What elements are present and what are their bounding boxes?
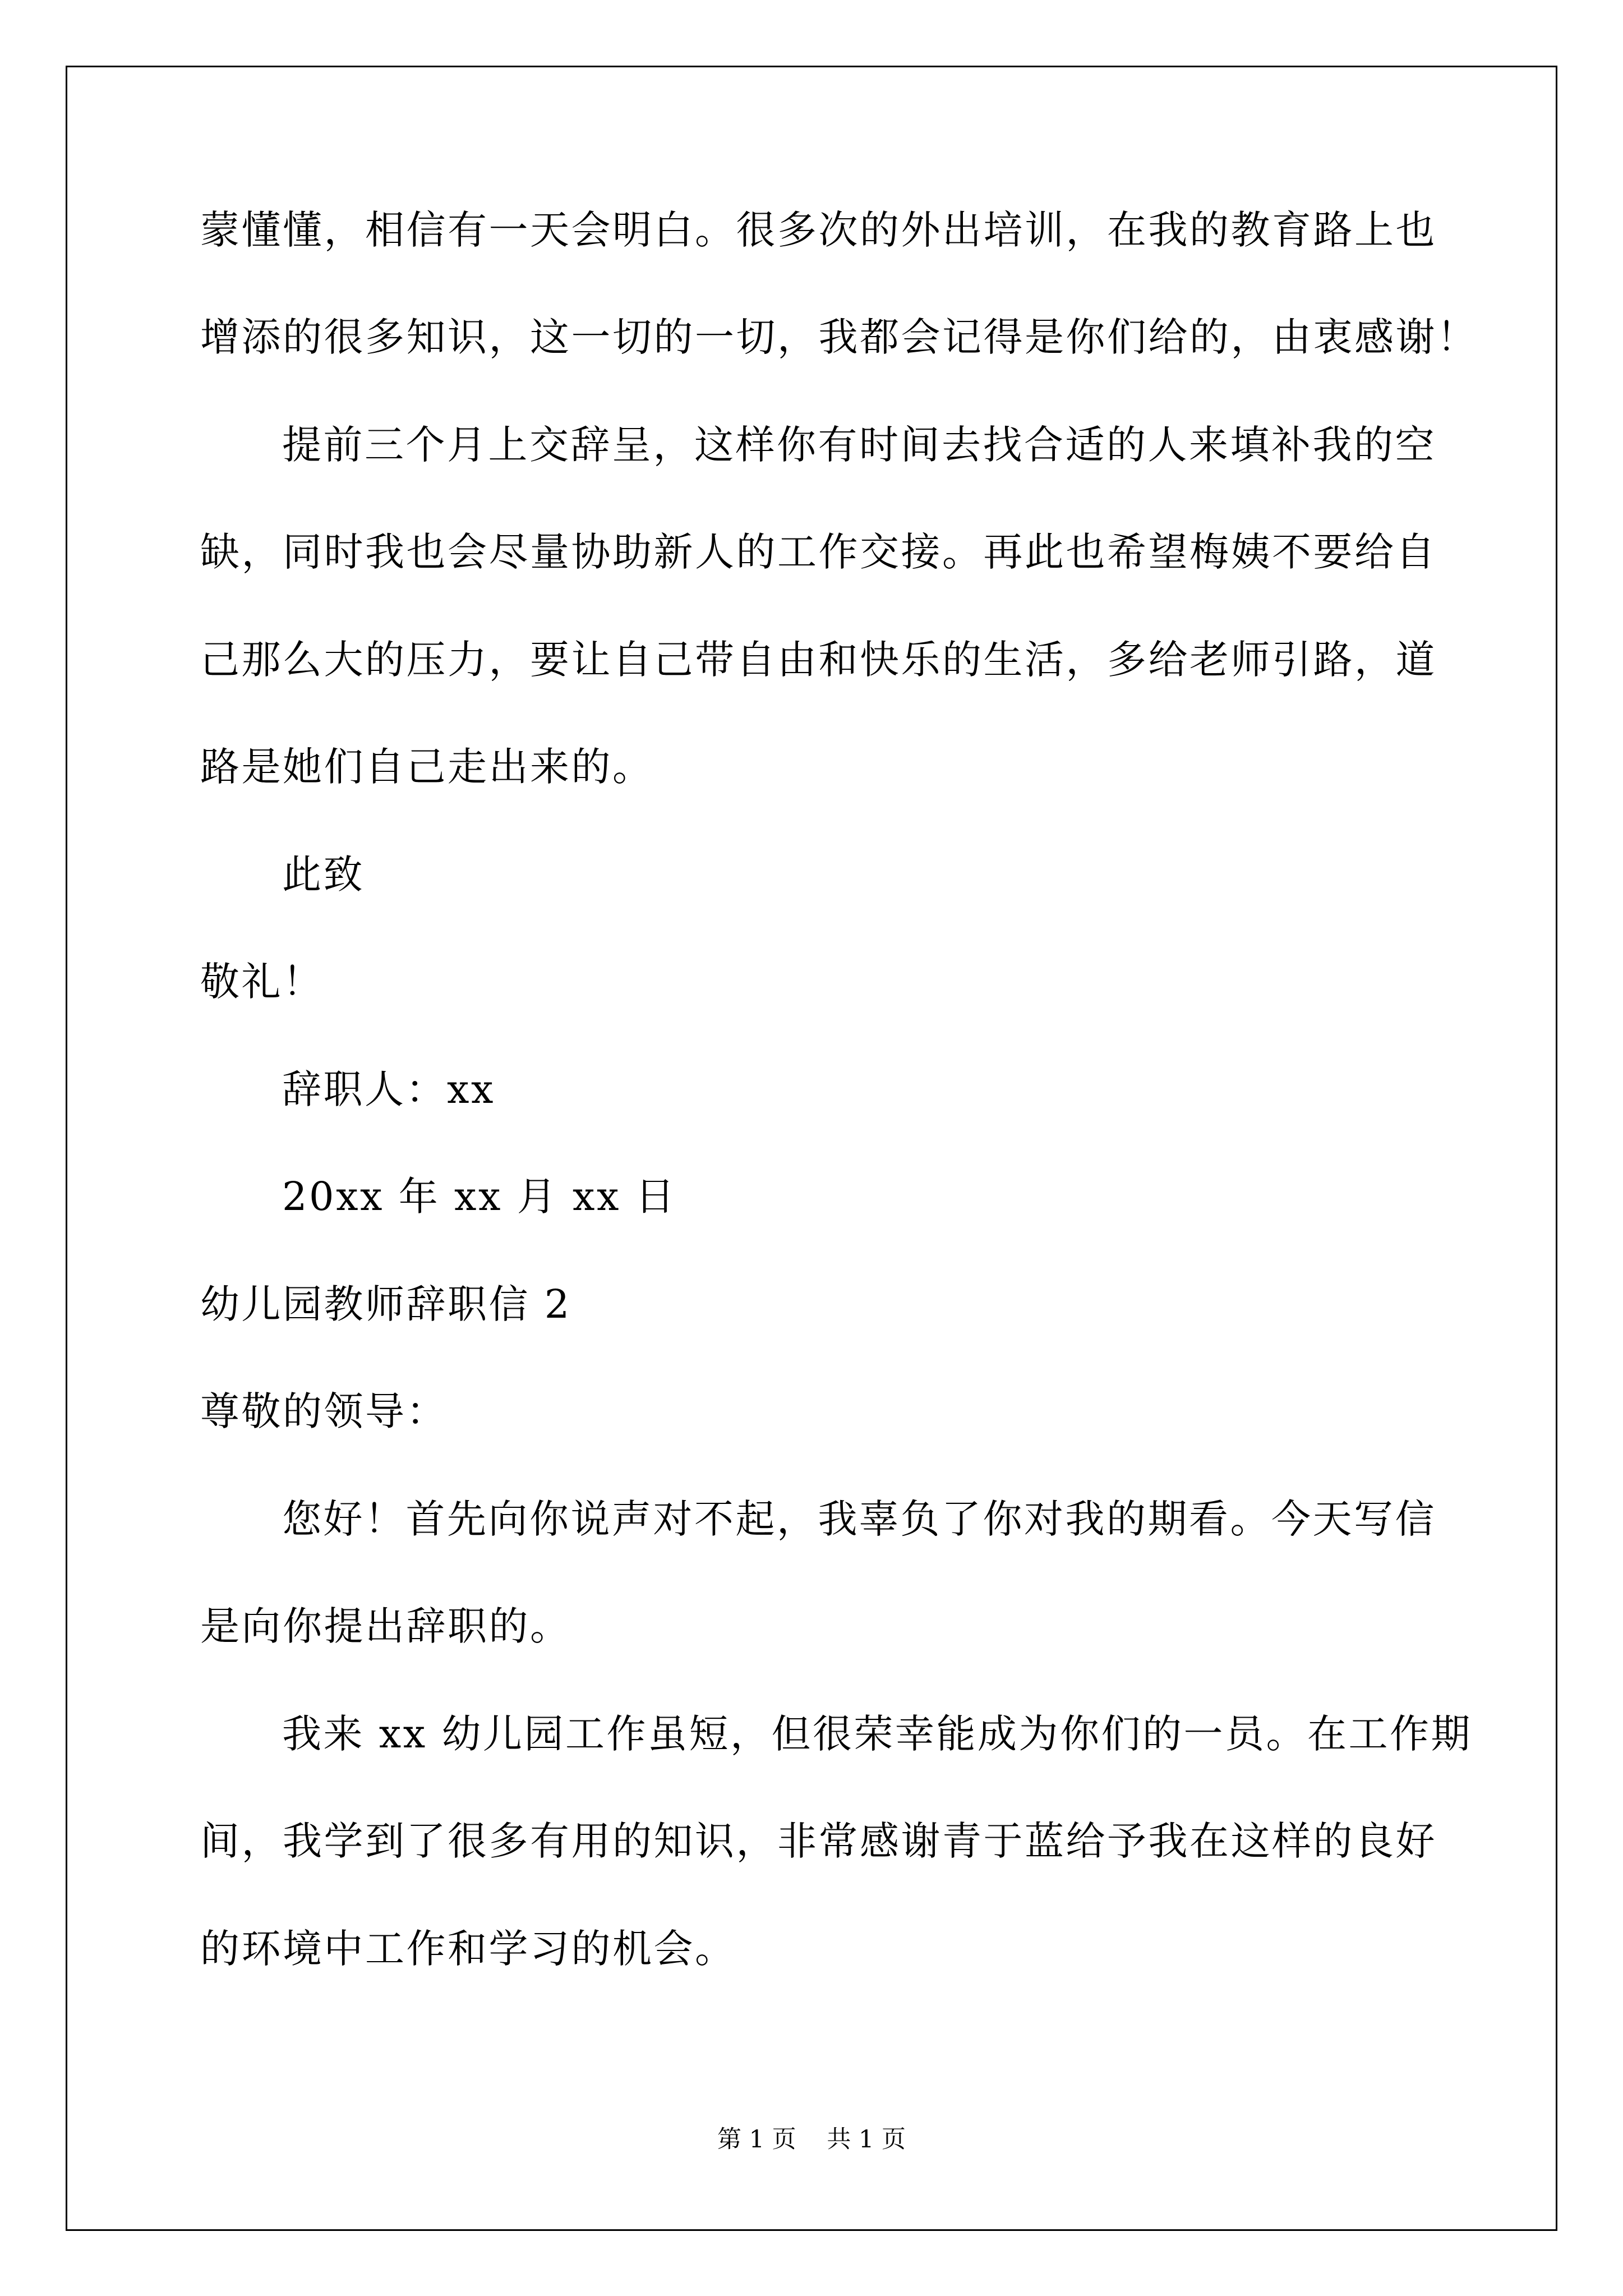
text-line: 缺，同时我也会尽量协助新人的工作交接。再此也希望梅姨不要给自 xyxy=(200,529,1437,575)
text-line: 的环境中工作和学习的机会。 xyxy=(200,1926,736,1972)
text-line: 增添的很多知识，这一切的一切，我都会记得是你们给的，由衷感谢！ xyxy=(200,314,1478,360)
paragraph-start-line: 我来 xx 幼儿园工作虽短，但很荣幸能成为你们的一员。在工作期 xyxy=(282,1711,1472,1757)
text-line: 路是她们自己走出来的。 xyxy=(200,744,654,790)
paragraph-start-line: 您好！首先向你说声对不起，我辜负了你对我的期看。今天写信 xyxy=(282,1496,1436,1542)
page-border xyxy=(66,66,1557,2231)
paragraph-start-line: 提前三个月上交辞呈，这样你有时间去找合适的人来填补我的空 xyxy=(282,422,1436,468)
text-line: 是向你提出辞职的。 xyxy=(200,1603,571,1649)
signature-line: 辞职人：xx xyxy=(282,1066,495,1112)
text-line: 己那么大的压力，要让自己带自由和快乐的生活，多给老师引路，道 xyxy=(200,637,1437,683)
greeting-line: 尊敬的领导： xyxy=(200,1388,448,1434)
closing-salutation: 此致 xyxy=(282,852,365,898)
page-number-footer: 第 1 页 共 1 页 xyxy=(717,2125,906,2154)
section-title: 幼儿园教师辞职信 2 xyxy=(200,1281,571,1327)
text-line: 蒙懂懂，相信有一天会明白。很多次的外出培训，在我的教育路上也 xyxy=(200,207,1437,253)
date-line: 20xx 年 xx 月 xx 日 xyxy=(282,1174,677,1220)
closing-regards: 敬礼！ xyxy=(200,959,324,1005)
text-line: 间，我学到了很多有用的知识，非常感谢青于蓝给予我在这样的良好 xyxy=(200,1818,1437,1864)
